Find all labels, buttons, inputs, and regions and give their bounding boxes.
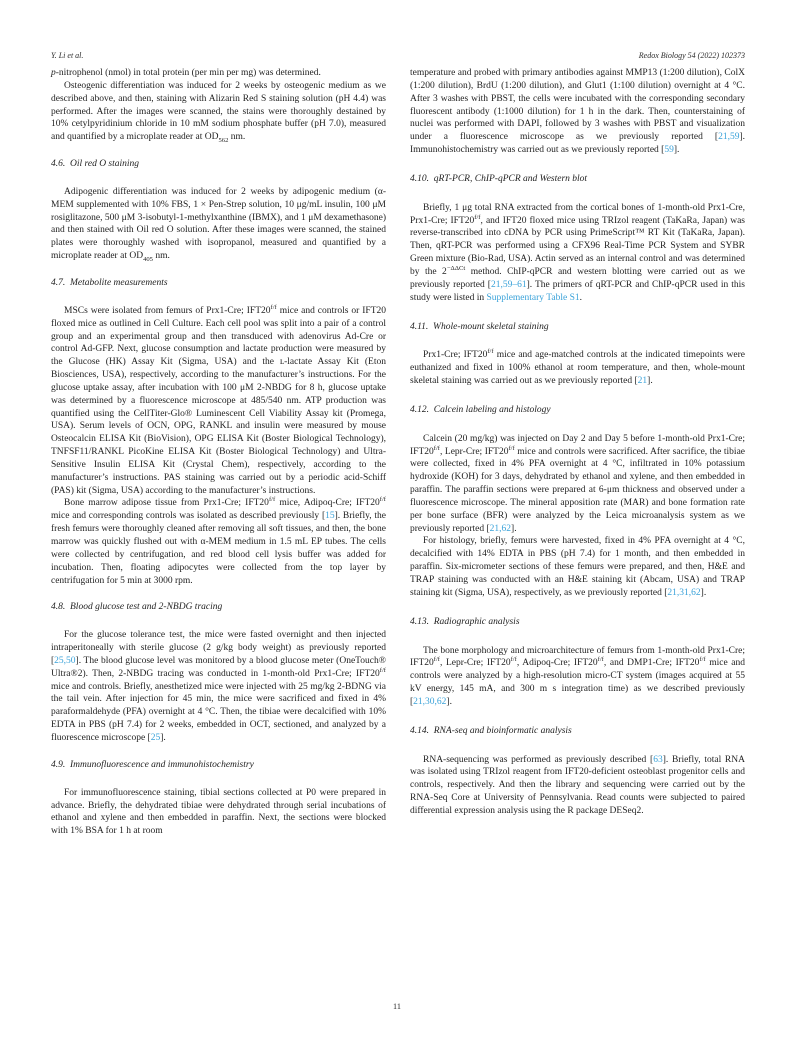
reference-link[interactable]: 15 [325, 511, 335, 522]
reference-link[interactable]: 21,62 [489, 523, 512, 534]
heading-4-14-rna-seq: 4.14. RNA-seq and bioinformatic analysis [410, 725, 572, 736]
running-author: Y. Li et al. [51, 51, 84, 60]
heading-4-6-oil-red-o-staining: 4.6. Oil red O staining [51, 159, 140, 170]
paragraph-qrt-pcr: Briefly, 1 μg total RNA extracted from the cortical bones of 1-month-old Prx1-Cre, Prx1-Cre; $IFT20^{f/f}$, and IFT20 floxed mice using TRIzol reagent (TaKaRa, Japan) was reverse-transcribed into cDNA by PCR using PrimeScript™ RT Kit (TaKaRa, Japan). Then, qRT-PCR was performed using a CFX96 Real-Time PCR System and SYBR Green mixture (Bio-Rad, USA). Actin served as an internal control and was determined by the $2^{-\Delta\Delta Ct}$ method. ChIP-qPCR and western blotting were carried out as we previously reported [21,59–61]. The primers of qRT-PCR and ChIP-qPCR used in this study were listed in Supplementary Table S1. [410, 202, 746, 303]
paragraph-immunofluorescence-start: For immunofluorescence staining, tibial sections collected at P0 were prepared in advance. Briefly, the dehydrated tibiae were dehydrated through serial incubations of ethanol and xylene and then embedded in paraffin. Next, the sections were blocked with 1% BSA for 1 h at room [51, 787, 386, 837]
heading-4-8-blood-glucose-test: 4.8. Blood glucose test and 2-NBDG tracing [51, 602, 223, 613]
supplementary-table-link[interactable]: Supplementary Table S1 [486, 292, 580, 303]
paragraph-immunofluorescence-continued: temperature and probed with primary antibodies against MMP13 (1:200 dilution), ColX (1:200 dilution), BrdU (1:200 dilution), and Glut1 (1:100 dilution) overnight at 4 °C. After 3 washes with PBST, the cells were incubated with the corresponding secondary fluorescent antibody (1:1000 dilution) for 1 h in the dark. Then, counterstaining of nuclei was performed with DAPI, followed by 3 washes with PBST and visualization under a fluorescence microscope as we previously reported [21,59]. Immunohistochemistry was carried out as we previously reported [59]. [410, 68, 745, 156]
paragraph-blood-glucose-test: For the glucose tolerance test, the mice were fasted overnight and then injected intraperitoneally with sterile glucose (2 g/kg body weight) as previously reported [25,50]. The blood glucose level was monitored by a blood glucose meter (OneTouch® Ultra®2). Then, 2-NBDG tracing was conducted in 1-month-old Prx1-Cre; $IFT20^{f/f}$ mice and controls. Briefly, anesthetized mice were injected with 25 mg/kg 2-BDNG via the tail vein. After injection for 45 min, the mice were sacrificed and fixed in 4% paraformaldehyde (PFA) overnight at 4 °C. Then, the tibiae were decalcified with 10% EDTA in PBS (pH 7.4) for 2 weeks, embedded in OCT, sectioned, and analyzed by a fluorescence microscope [25]. [51, 630, 386, 743]
paragraph-radiographic-analysis: The bone morphology and microarchitecture of femurs from 1-month-old Prx1-Cre; $IFT20^{f/f}$, Lepr-Cre; $IFT20^{f/f}$, Adipoq-Cre; $IFT20^{f/f}$, and DMP1-Cre; $IFT20^{f/f}$ mice and controls were analyzed by a high-resolution micro-CT system (images acquired at 55 kV energy, 145 mA, and 300 m s integration time) as we described previously [21,30,62]. [410, 645, 746, 707]
paragraph-whole-mount-skeletal-staining: Prx1-Cre; $IFT20^{f/f}$ mice and age-matched controls at the indicated timepoints were euthanized and fixed in 100% ethanol at room temperature, and then, whole-mount skeletal staining was carried out as we previously reported [21]. [410, 348, 745, 387]
page-footer [0, 1002, 794, 1011]
right-column [410, 67, 745, 838]
reference-link[interactable]: 25,50 [54, 655, 76, 666]
reference-link[interactable]: 21,30,62 [413, 696, 447, 707]
heading-4-11-whole-mount-skeletal-staining: 4.11. Whole-mount skeletal staining [410, 321, 549, 332]
heading-4-7-metabolite-measurements: 4.7. Metabolite measurements [51, 277, 168, 288]
paragraph-rna-seq: RNA-sequencing was performed as previously described [63]. Briefly, total RNA was isolated using TRIzol reagent from IFT20-deficient osteoblast progenitor cells and controls, respectively. And then the library and sequencing were carried out by the RNA-Seq Core at University of Pennsylvania. Read counts were subjected to paired differential expression analysis using the R package DESeq2. [410, 754, 745, 816]
paragraph-adipogenic-differentiation: Adipogenic differentiation was induced for 2 weeks by adipogenic medium (α-MEM supplemented with 10% FBS, 1 × Pen-Strep solution, 10 μg/mL insulin, 100 μM rosiglitazone, 500 μM 3-isobutyl-1-methylxanthine (IBMX), and 1 μM dexamethasone) and then stained with Oil red O solution. After these images were scanned, the stained plates were thoroughly washed with isopropanol, measured and quantified by a microplate reader at $OD_{405}$ nm. [51, 186, 386, 264]
heading-4-13-radiographic-analysis: 4.13. Radiographic analysis [410, 616, 520, 627]
paragraph-metabolite-measurements-2: Bone marrow adipose tissue from Prx1-Cre; $IFT20^{f/f}$ mice, Adipoq-Cre; $IFT20^{f/f}$ mice and corresponding controls was isolated as described previously [15]. Briefly, the fresh femurs were thoroughly cleaned after removing all soft tissues, and then, the bone marrow was quickly flushed out with α-MEM medium in 1.5 mL EP tubes. The cells were collected by centrifugation, and red blood cell lysis buffer was added for incubation. Then, floating adipocytes were collected from the top layer by centrifugation for 5 min at 3000 rpm. [51, 496, 386, 586]
paragraph-histology: For histology, briefly, femurs were harvested, fixed in 4% PFA overnight at 4 °C, decalcified with 14% EDTA in PBS (pH 7.4) for 1 month, and then embedded in paraffin. Six-micrometer sections of these femurs were prepared, and then, H&E and TRAP staining was conducted with an H&E staining kit (Abcam, USA) and TRAP staining kit (Sigma, USA), respectively, as we previously reported [21,31,62]. [410, 536, 745, 598]
running-header [51, 51, 745, 60]
reference-link[interactable]: 21 [637, 376, 648, 387]
left-column [51, 67, 386, 838]
heading-4-12-calcein-labeling-histology: 4.12. Calcein labeling and histology [410, 404, 551, 415]
page-number: 11 [393, 1002, 401, 1011]
heading-4-10-qrt-pcr: 4.10. qRT-PCR, ChIP-qPCR and Western blot [410, 173, 588, 184]
paragraph-osteogenic-differentiation: Osteogenic differentiation was induced for 2 weeks by osteogenic medium as we described above, and then, staining with Alizarin Red S staining solution (pH 4.4) was performed. After the images were scanned, the stains were thoroughly destained by 10% cetylpyridinium chloride in 10 mM sodium phosphate buffer (pH 7.0), measured and quantified by a microplate reader at $OD_{562}$ nm. [51, 80, 386, 145]
paragraph-calcein-labeling: Calcein (20 mg/kg) was injected on Day 2 and Day 5 before 1-month-old Prx1-Cre; $IFT20^{f/f}$, Lepr-Cre; $IFT20^{f/f}$ mice and controls were sacrificed. After sacrifice, the tibiae were collected, fixed in 4% PFA overnight at 4 °C, infiltrated in 10% potassium hydroxide (KOH) for 3 days, dehydrated by ethanol and xylene, and then embedded in paraffin. The paraffin sections were prepared at 6-μm thickness and observed under a fluorescence microscope. The mineral apposition rate (MAR) and bone formation rate per bone surface (BFR) were analyzed by the Leica microanalysis system as we previously reported [21,62]. [410, 433, 745, 534]
paragraph-pnitrophenol: p-nitrophenol (nmol) in total protein (per min per mg) was determined. [51, 68, 321, 78]
journal-citation: Redox Biology 54 (2022) 102373 [638, 51, 745, 60]
reference-link[interactable]: 21,31,62 [667, 587, 701, 598]
reference-link[interactable]: 21,59–61 [490, 279, 527, 290]
reference-link[interactable]: 59 [664, 145, 674, 156]
reference-link[interactable]: 21,59 [718, 132, 740, 143]
reference-link[interactable]: 25 [150, 732, 161, 743]
two-column-text-area [51, 67, 745, 838]
reference-link[interactable]: 63 [653, 754, 663, 765]
heading-4-9-immunofluorescence: 4.9. Immunofluorescence and immunohistochemistry [51, 759, 254, 770]
paragraph-metabolite-measurements-1: MSCs were isolated from femurs of Prx1-Cre; $IFT20^{f/f}$ mice and controls or IFT20 floxed mice as outlined in Cell Culture. Each cell pool was split into a pair of a control group and an experimental group and then transduced with adenovirus Ad-Cre or control Ad-GFP. Next, glucose consumption and lactate production were measured by the Glucose (HK) Assay Kit (Sigma, USA) and the ʟ-lactate Assay Kit (Eton Biosciences, USA), respectively, according to the manufacturer’s instructions. For the glucose uptake assay, after incubation with 100 μM 2-NBDG for 8 h, glucose uptake was determined by a fluorescence microscope at 485/540 nm. ATP production was quantified using the CellTiter-Glo® Luminescent Cell Viability Assay kit (Promega, USA). Serum levels of OCN, OPG, RANKL and insulin were measured by mouse Osteocalcin ELISA Kit (BioVision), OPG ELISA Kit (Boster Biological Technology), TNFSF11/RANKL PicoKine ELISA Kit (Boster Biological Technology) and Ultra-Sensitive Insulin ELISA Kit (Crystal Chem), respectively, according to the manufacturer’s instructions. PAS staining was carried out by a periodic acid-Schiff (PAS) kit (Sigma, USA) according to the manufacturer’s instructions. [51, 303, 387, 496]
